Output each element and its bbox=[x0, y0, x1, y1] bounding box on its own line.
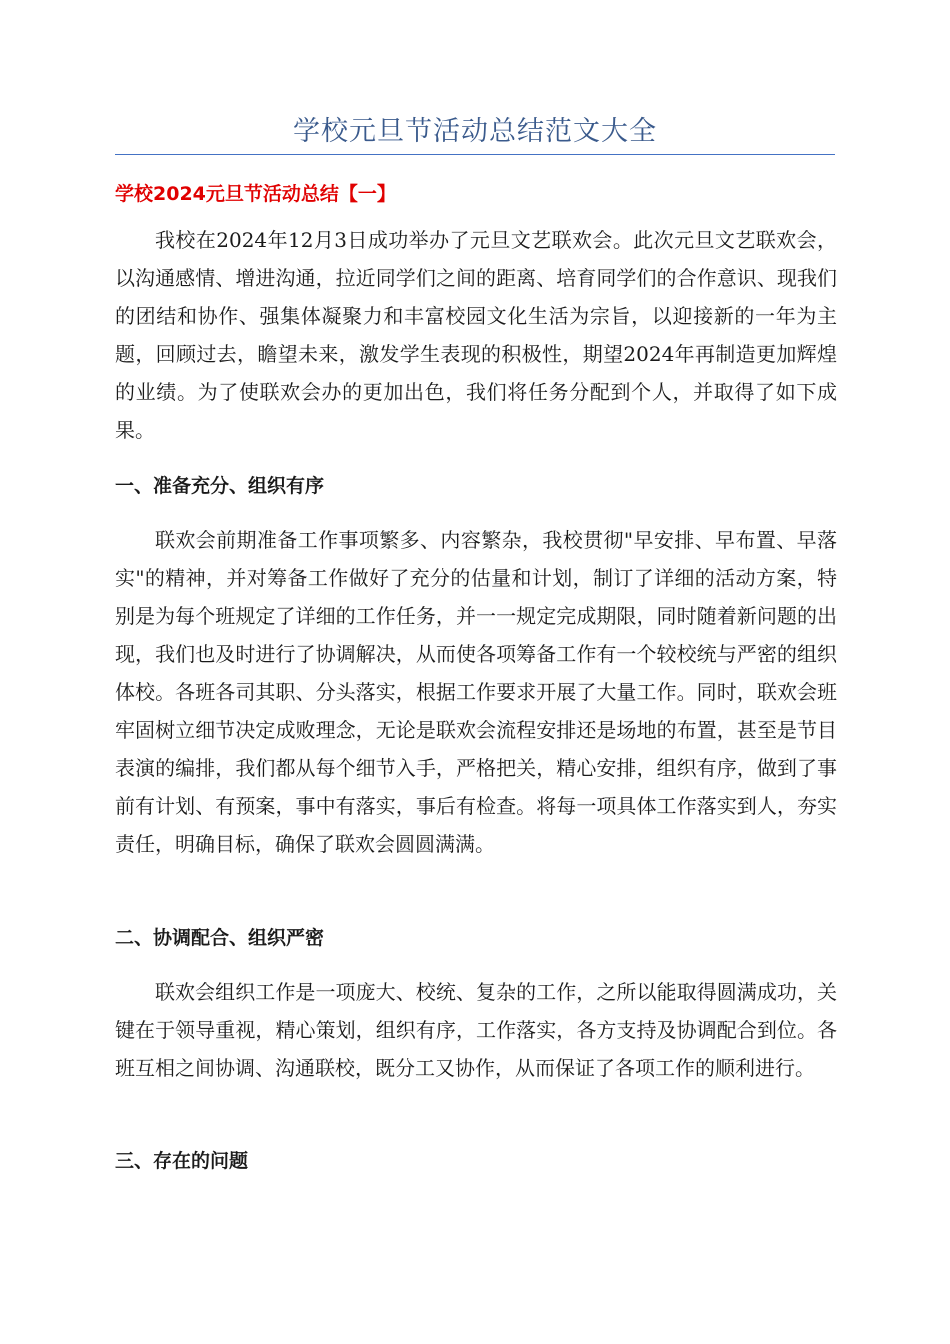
paragraph-preparation: 联欢会前期准备工作事项繁多、内容繁杂，我校贯彻"早安排、早布置、早落实"的精神，并对筹备工作做好了充分的估量和计划，制订了详细的活动方案，特别是为每个班规定了详细的工作任务，并一一规定完成期限，同时随着新问题的出现，我们也及时进行了协调解决，从而使各项筹备工作有一个较校统与严密的组织体校。各班各司其职、分头落实，根据工作要求开展了大量工作。同时，联欢会班牢固树立细节决定成败理念，无论是联欢会流程安排还是场地的布置，甚至是节目表演的编排，我们都从每个细节入手，严格把关，精心安排，组织有序，做到了事前有计划、有预案，事中有落实，事后有检查。将每一项具体工作落实到人，夯实责任，明确目标，确保了联欢会圆圆满满。 bbox=[115, 528, 837, 856]
document-title: 学校元旦节活动总结范文大全 bbox=[293, 116, 657, 147]
heading-problems: 三、存在的问题 bbox=[115, 1150, 249, 1172]
heading-coordination: 二、协调配合、组织严密 bbox=[115, 927, 325, 949]
paragraph-coordination: 联欢会组织工作是一项庞大、校统、复杂的工作，之所以能取得圆满成功，关键在于领导重视，精心策划，组织有序，工作落实，各方支持及协调配合到位。各班互相之间协调、沟通联校，既分工又协作，从而保证了各项工作的顺利进行。 bbox=[115, 980, 837, 1080]
heading-preparation: 一、准备充分、组织有序 bbox=[115, 475, 325, 497]
title-underline-rule bbox=[115, 154, 835, 155]
section-title: 学校2024元旦节活动总结【一】 bbox=[115, 183, 396, 205]
intro-paragraph: 我校在2024年12月3日成功举办了元旦文艺联欢会。此次元旦文艺联欢会，以沟通感情、增进沟通，拉近同学们之间的距离、培育同学们的合作意识、现我们的团结和协作、强集体凝聚力和丰富校园文化生活为宗旨，以迎接新的一年为主题，回顾过去，瞻望未来，激发学生表现的积极性，期望2024年再制造更加辉煌的业绩。为了使联欢会办的更加出色，我们将任务分配到个人，并取得了如下成果。 bbox=[115, 228, 837, 442]
